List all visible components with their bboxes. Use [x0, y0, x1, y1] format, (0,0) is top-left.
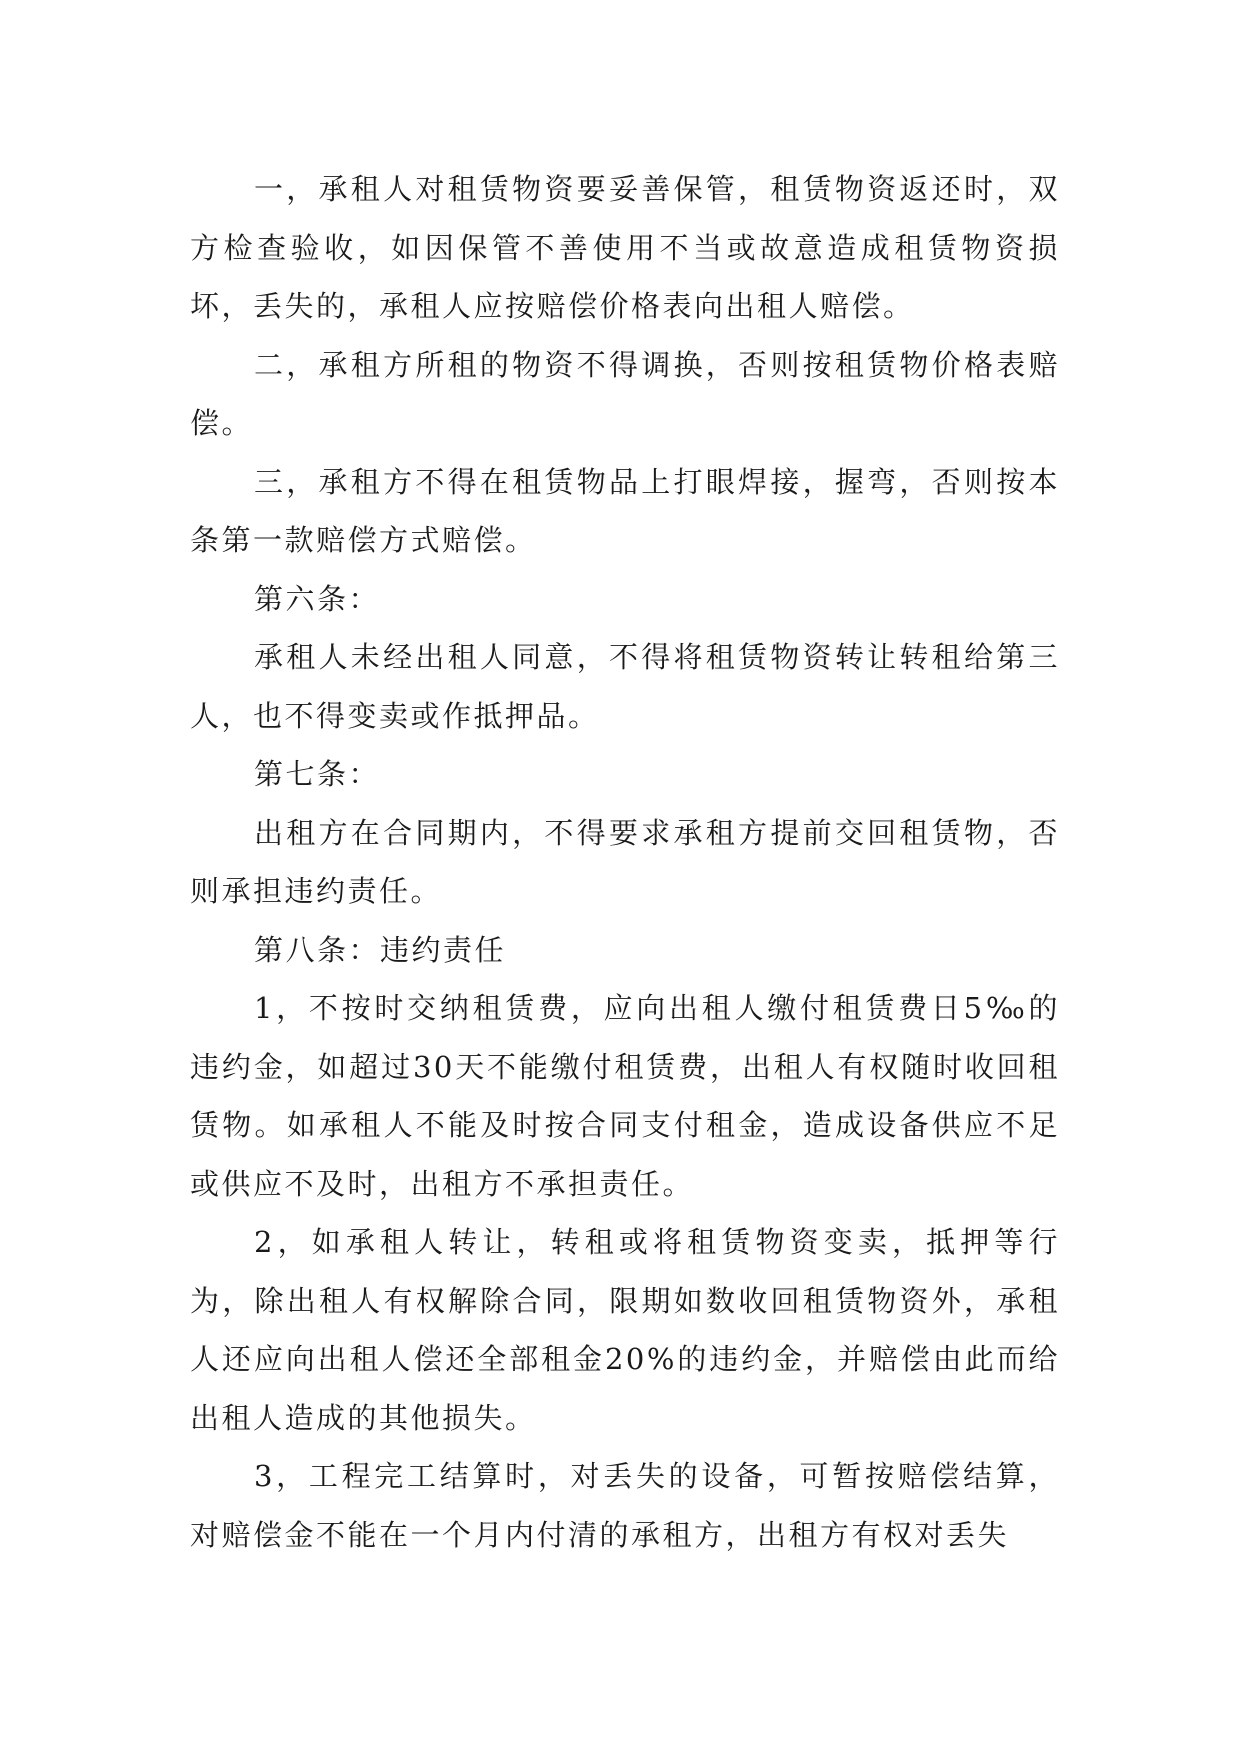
article-8-heading: 第八条：违约责任: [254, 932, 507, 967]
article-8-item-1: 1，不按时交纳租赁费，应向出租人缴付租赁费日5‰的违约金，如超过30天不能缴付租赁费，出租人有权随时收回租赁物。如承租人不能及时按合同支付租金，造成设备供应不足或供应不及时，出租方不承担责任。: [190, 991, 1060, 1201]
clause-paragraph-1: 一，承租人对租赁物资要妥善保管，租赁物资返还时，双方检查验收，如因保管不善使用不当或故意造成租赁物资损坏，丢失的，承租人应按赔偿价格表向出租人赔偿。: [190, 172, 1060, 323]
article-6-heading: 第六条：: [254, 581, 381, 616]
article-7-heading: 第七条：: [254, 757, 381, 791]
article-6-text: 承租人未经出租人同意，不得将租赁物资转让转租给第三人，也不得变卖或作抵押品。: [190, 640, 1060, 733]
document-body: [190, 160, 1060, 1564]
article-8-item-2: 2，如承租人转让，转租或将租赁物资变卖，抵押等行为，除出租人有权解除合同，限期如数收回租赁物资外，承租人还应向出租人偿还全部租金20%的违约金，并赔偿由此而给出租人造成的其他损失。: [190, 1225, 1060, 1435]
article-7-text: 出租方在合同期内，不得要求承租方提前交回租赁物，否则承担违约责任。: [190, 815, 1060, 908]
article-8-item-3: 3，工程完工结算时，对丢失的设备，可暂按赔偿结算，对赔偿金不能在一个月内付清的承租方，出租方有权对丢失: [190, 1459, 1060, 1552]
clause-paragraph-2: 二，承租方所租的物资不得调换，否则按租赁物价格表赔偿。: [190, 347, 1060, 440]
clause-paragraph-3: 三，承租方不得在租赁物品上打眼焊接，握弯，否则按本条第一款赔偿方式赔偿。: [190, 464, 1060, 557]
